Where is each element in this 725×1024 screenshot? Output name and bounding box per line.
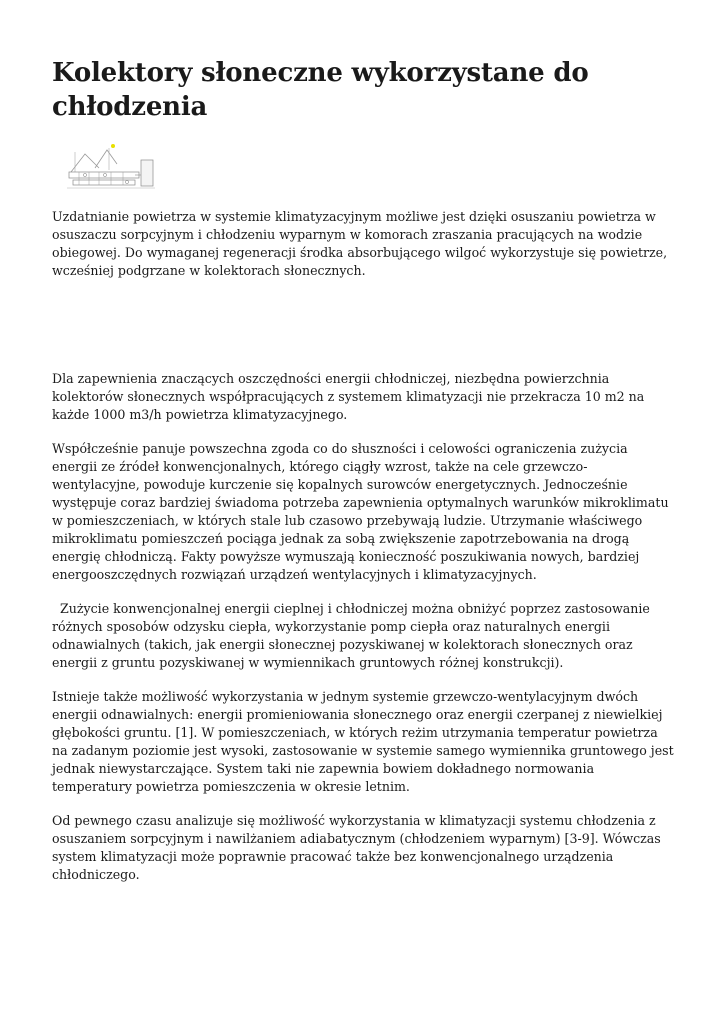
paragraph: Dla zapewnienia znaczących oszczędności energii chłodniczej, niezbędna powierzchnia kolektorów słonecznych współpracujących z systemem klimatyzacji nie przekracza 10 m2 na każde 1000 m3/h powietrza klimatyzacyjnego.: [52, 371, 645, 422]
paragraph: Zużycie konwencjonalnej energii cieplnej i chłodniczej można obniżyć poprzez zastosowanie różnych sposobów odzysku ciepła, wykorzystanie pomp ciepła oraz naturalnych energii odnawialnych (takich, jak energii słonecznej pozyskiwanej w kolektorach słonecznych oraz energii z gruntu pozyskiwanej w wymiennikach gruntowych różnej konstrukcji).: [52, 601, 650, 670]
paragraph: Współcześnie panuje powszechna zgoda co do słuszności i celowości ograniczenia zużycia energii ze źródeł konwencjonalnych, którego ciągły wzrost, także na cele grzewczo-wentylacyjne, powoduje kurczenie się kopalnych surowców energetycznych. Jednocześnie występuje coraz bardziej świadoma potrzeba zapewnienia optymalnych warunków mikroklimatu w pomieszczeniach, w których stale lub czasowo przebywają ludzie. Utrzymanie właściwego mikroklimatu pomieszczeń pociąga jednak za sobą zwiększenie zapotrzebowania na drogą energię chłodniczą. Fakty powyższe wymuszają konieczność poszukiwania nowych, bardziej energooszczędnych rozwiązań urządzeń wentylacyjnych i klimatyzacyjnych.: [52, 441, 669, 582]
paragraph: Istnieje także możliwość wykorzystania w jednym systemie grzewczo-wentylacyjnym dwóch energii odnawialnych: energii promieniowania słonecznego oraz energii czerpanej z niewielkiej głębokości gruntu. [1]. W pomieszczeniach, w których reżim utrzymania temperatur powietrza na zadanym poziomie jest wysoki, zastosowanie w systemie samego wymiennika gruntowego jest jednak niewystarczające. System taki nie zapewnia bowiem dokładnego normowania temperatury powietrza pomieszczenia w okresie letnim.: [52, 689, 674, 794]
paragraph: Od pewnego czasu analizuje się możliwość wykorzystania w klimatyzacji systemu chłodzenia z osuszaniem sorpcyjnym i nawilżaniem adiabatycznym (chłodzeniem wyparnym) [3-9]. Wówczas system klimatyzacji może poprawnie pracować także bez konwencjonalnego urządzenia chłodniczego.: [52, 813, 661, 882]
paragraph-intro: Uzdatnianie powietrza w systemie klimatyzacyjnym możliwe jest dzięki osuszaniu powietrza w osuszaczu sorpcyjnym i chłodzeniu wyparnym w komorach zraszania pracujących na wodzie obiegowej. Do wymaganej regeneracji środka absorbującego wilgoć wykorzystuje się powietrze, wcześniej podgrzane w kolektorach słonecznych.: [52, 209, 668, 278]
article-title: Kolektory słoneczne wykorzystane do chłodzenia: [52, 58, 589, 122]
solar-cooling-diagram-thumbnail: [65, 142, 158, 194]
system-diagram-image: [65, 142, 158, 194]
article: [52, 56, 674, 884]
